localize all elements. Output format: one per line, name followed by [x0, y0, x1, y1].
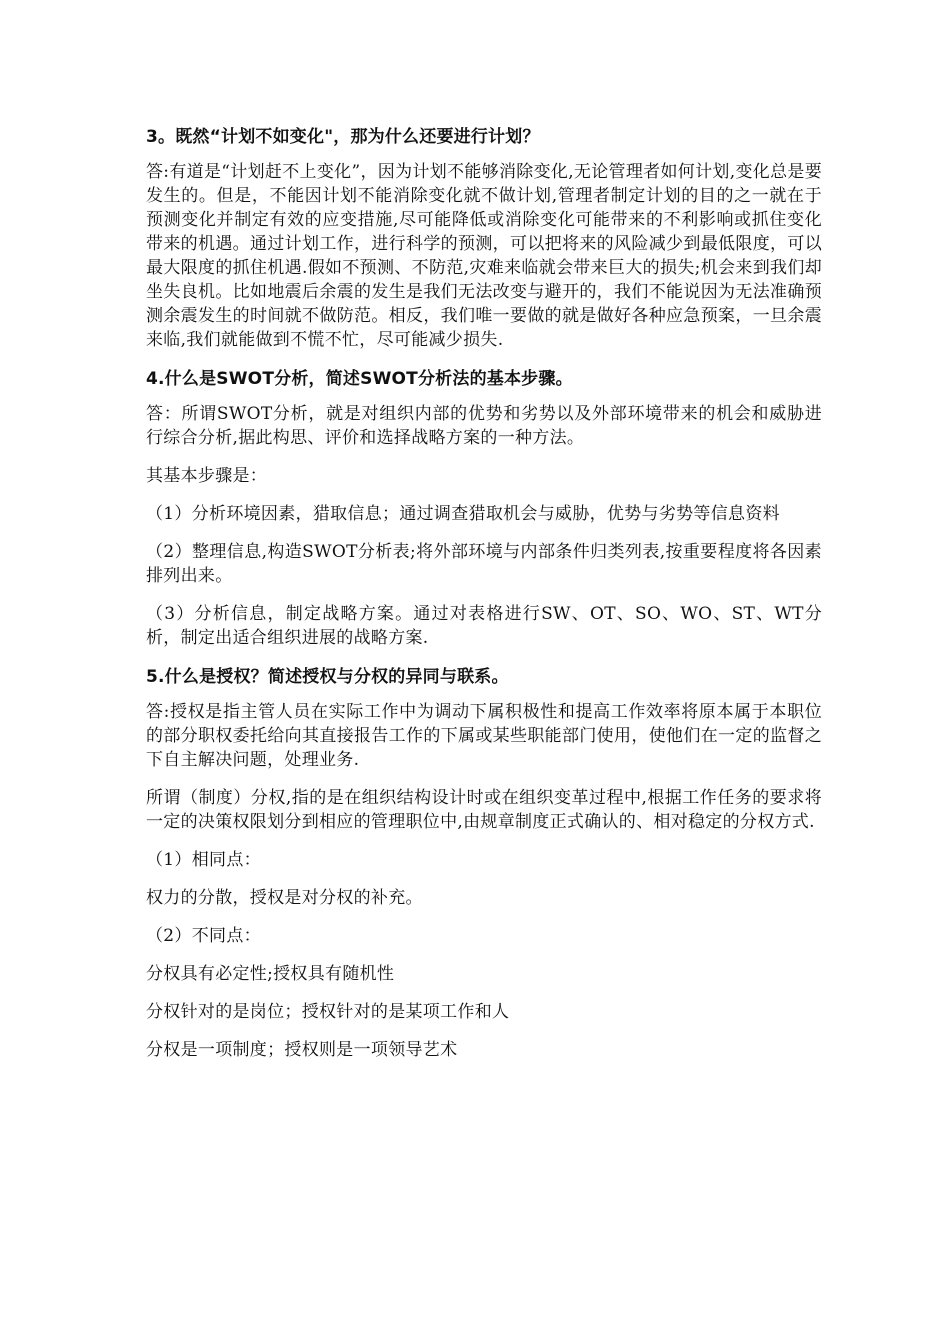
question-4-heading: 4.什么是SWOT分析，简述SWOT分析法的基本步骤。	[146, 369, 573, 389]
difference-1: 分权具有必定性;授权具有随机性	[146, 964, 395, 984]
document-body	[146, 124, 822, 1076]
answer-5-paragraph: 答:授权是指主管人员在实际工作中为调动下属积极性和提高工作效率将原本属于本职位的部分职权委托给向其直接报告工作的下属或某些职能部门使用，使他们在一定的监督之下自主解决问题，处理业务.	[146, 702, 822, 770]
answer-3-paragraph: 答:有道是“计划赶不上变化”，因为计划不能够消除变化,无论管理者如何计划,变化总是要发生的。但是，不能因计划不能消除变化就不做计划,管理者制定计划的目的之一就在于预测变化并制定有效的应变措施,尽可能降低或消除变化可能带来的不利影响或抓住变化带来的机遇。通过计划工作，进行科学的预测，可以把将来的风险减少到最低限度，可以最大限度的抓住机遇.假如不预测、不防范,灾难来临就会带来巨大的损失;机会来到我们却坐失良机。比如地震后余震的发生是我们无法改变与避开的，我们不能说因为无法准确预测余震发生的时间就不做防范。相反，我们唯一要做的就是做好各种应急预案，一旦余震来临,我们就能做到不慌不忙，尽可能减少损失.	[146, 162, 822, 350]
difference-3: 分权是一项制度；授权则是一项领导艺术	[146, 1040, 458, 1060]
answer-4-paragraph: 答：所谓SWOT分析，就是对组织内部的优势和劣势以及外部环境带来的机会和威胁进行综合分析,据此构思、评价和选择战略方案的一种方法。	[146, 404, 822, 448]
question-3-heading: 3。既然“计划不如变化"，那为什么还要进行计划？	[146, 127, 540, 147]
step-3: （3）分析信息，制定战略方案。通过对表格进行SW、OT、SO、WO、ST、WT分析，制定出适合组织进展的战略方案.	[146, 604, 822, 648]
difference-2: 分权针对的是岗位；授权针对的是某项工作和人	[146, 1002, 510, 1022]
step-2: （2）整理信息,构造SWOT分析表;将外部环境与内部条件归类列表,按重要程度将各因素排列出来。	[146, 542, 822, 586]
decentralization-definition: 所谓（制度）分权,指的是在组织结构设计时或在组织变革过程中,根据工作任务的要求将一定的决策权限划分到相应的管理职位中,由规章制度正式确认的、相对稳定的分权方式.	[146, 788, 822, 832]
step-1: （1）分析环境因素，猎取信息；通过调查猎取机会与威胁，优势与劣势等信息资料	[146, 504, 780, 524]
question-5-heading: 5.什么是授权？简述授权与分权的异同与联系。	[146, 667, 509, 687]
steps-intro: 其基本步骤是：	[146, 466, 268, 486]
similarities-text: 权力的分散，授权是对分权的补充。	[146, 888, 423, 908]
similarities-heading: （1）相同点：	[146, 850, 261, 870]
differences-heading: （2）不同点：	[146, 926, 261, 946]
